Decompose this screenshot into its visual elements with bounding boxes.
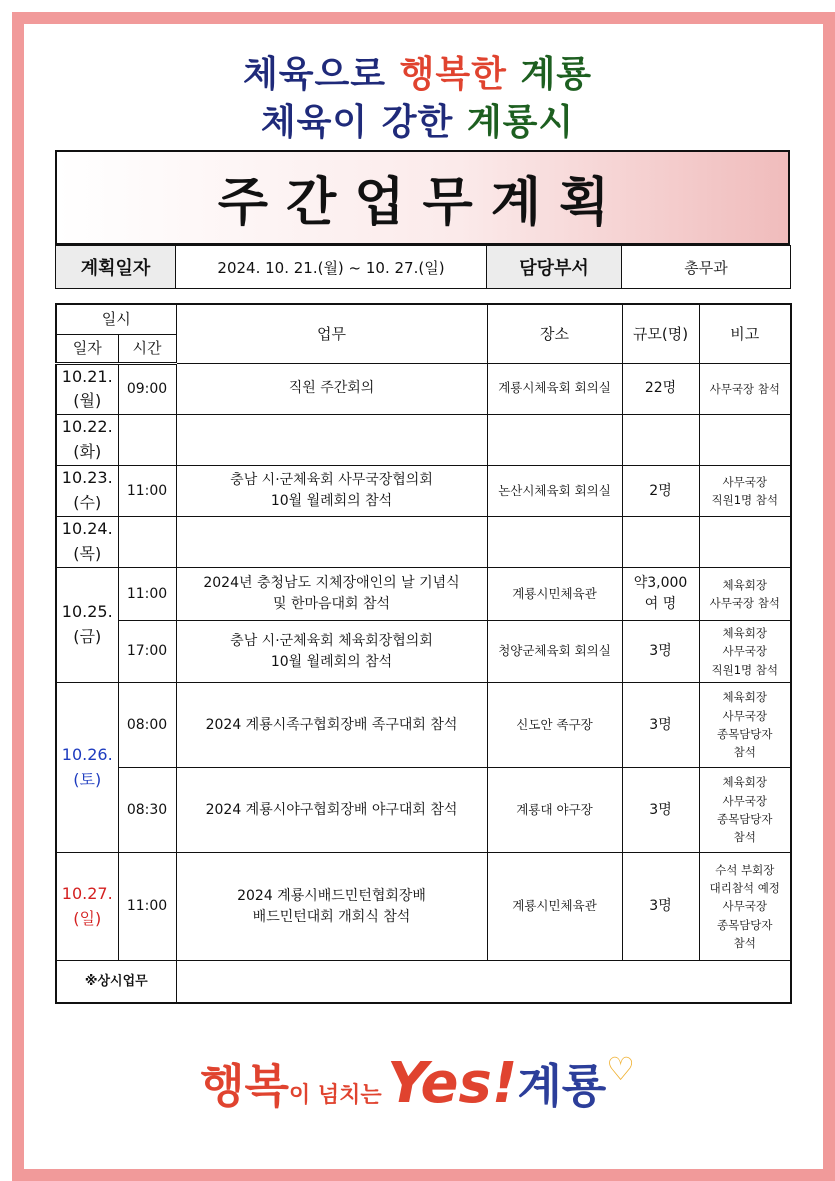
row-note	[699, 517, 791, 568]
row-place: 계룡시민체육관	[487, 853, 622, 961]
table-row	[56, 768, 791, 853]
row-place	[487, 517, 622, 568]
row-date: 10.23. (수)	[56, 466, 118, 517]
row-date: 10.21. (월)	[56, 363, 118, 415]
table-row	[56, 415, 791, 466]
row-time: 08:00	[118, 683, 176, 768]
row-task: 2024 계룡시야구협회장배 야구대회 참석	[176, 768, 487, 853]
slogan-word: 계룡	[520, 54, 593, 95]
slogan-line-1	[0, 46, 835, 97]
row-place: 계룡시민체육관	[487, 568, 622, 621]
table-row	[56, 853, 791, 961]
row-scale: 2명	[622, 466, 699, 517]
plan-info-table	[55, 245, 791, 289]
slogan-word: 체육으로	[242, 54, 387, 95]
row-scale: 3명	[622, 853, 699, 961]
page-title: 주간업무계획	[217, 173, 628, 233]
row-scale	[622, 415, 699, 466]
plan-date-label: 계획일자	[56, 246, 176, 289]
row-place	[487, 415, 622, 466]
row-scale: 약3,000 여 명	[622, 568, 699, 621]
row-note	[699, 415, 791, 466]
row-task	[176, 415, 487, 466]
row-date-sunday: 10.27. (일)	[56, 853, 118, 961]
row-task: 2024년 충청남도 지체장애인의 날 기념식 및 한마음대회 참석	[176, 568, 487, 621]
schedule-table	[55, 303, 792, 1004]
row-place: 논산시체육회 회의실	[487, 466, 622, 517]
row-scale	[622, 517, 699, 568]
row-task	[176, 517, 487, 568]
regular-task-label: ※상시업무	[56, 961, 176, 1003]
row-place: 계룡시체육회 회의실	[487, 363, 622, 415]
row-scale: 22명	[622, 363, 699, 415]
row-scale: 3명	[622, 768, 699, 853]
table-row	[56, 568, 791, 621]
title-box	[55, 150, 790, 245]
row-date: 10.25. (금)	[56, 568, 118, 683]
row-time	[118, 517, 176, 568]
table-row	[56, 517, 791, 568]
footer-word: Yes!	[387, 1051, 518, 1116]
row-note: 사무국장 직원1명 참석	[699, 466, 791, 517]
row-place: 신도안 족구장	[487, 683, 622, 768]
table-row	[56, 621, 791, 683]
row-scale: 3명	[622, 683, 699, 768]
row-date-saturday: 10.26. (토)	[56, 683, 118, 853]
dept-value: 총무과	[622, 246, 791, 289]
slogan-line-2	[0, 94, 835, 145]
row-task: 충남 시·군체육회 사무국장협의회 10월 월례회의 참석	[176, 466, 487, 517]
header-date: 일자	[56, 334, 118, 363]
row-task: 2024 계룡시족구협회장배 족구대회 참석	[176, 683, 487, 768]
header-place: 장소	[487, 304, 622, 363]
slogan-word: 체육이 강한	[260, 102, 454, 143]
header-task: 업무	[176, 304, 487, 363]
row-note: 체육회장 사무국장 종목담당자 참석	[699, 768, 791, 853]
row-date: 10.24. (목)	[56, 517, 118, 568]
footer-word: 이 넘치는	[288, 1083, 382, 1108]
footer-word: 계룡	[517, 1059, 607, 1113]
row-time: 11:00	[118, 568, 176, 621]
row-note: 체육회장 사무국장 종목담당자 참석	[699, 683, 791, 768]
table-row	[56, 683, 791, 768]
heart-icon: ♡	[606, 1050, 635, 1088]
header-note: 비고	[699, 304, 791, 363]
row-task: 충남 시·군체육회 체육회장협의회 10월 월례회의 참석	[176, 621, 487, 683]
row-date: 10.22. (화)	[56, 415, 118, 466]
table-row	[56, 961, 791, 1003]
row-note: 체육회장 사무국장 직원1명 참석	[699, 621, 791, 683]
row-time: 17:00	[118, 621, 176, 683]
row-time: 09:00	[118, 363, 176, 415]
row-place: 청양군체육회 회의실	[487, 621, 622, 683]
row-note: 사무국장 참석	[699, 363, 791, 415]
header-time: 시간	[118, 334, 176, 363]
row-note: 체육회장 사무국장 참석	[699, 568, 791, 621]
row-scale: 3명	[622, 621, 699, 683]
row-task: 직원 주간회의	[176, 363, 487, 415]
table-row	[56, 466, 791, 517]
header-datetime: 일시	[56, 304, 176, 334]
plan-date-value: 2024. 10. 21.(월) ~ 10. 27.(일)	[176, 246, 487, 289]
row-time	[118, 415, 176, 466]
footer-logo	[0, 1050, 835, 1116]
slogan-word: 계룡시	[466, 102, 575, 143]
row-time: 11:00	[118, 853, 176, 961]
row-time: 11:00	[118, 466, 176, 517]
header-scale: 규모(명)	[622, 304, 699, 363]
footer-word: 행복	[200, 1059, 289, 1113]
slogan-word: 행복한	[399, 54, 507, 95]
table-row	[56, 363, 791, 415]
row-task: 2024 계룡시배드민턴협회장배 배드민턴대회 개회식 참석	[176, 853, 487, 961]
row-place: 계룡대 야구장	[487, 768, 622, 853]
regular-task-content	[176, 961, 791, 1003]
row-time: 08:30	[118, 768, 176, 853]
row-note: 수석 부회장 대리참석 예정 사무국장 종목담당자 참석	[699, 853, 791, 961]
dept-label: 담당부서	[487, 246, 622, 289]
